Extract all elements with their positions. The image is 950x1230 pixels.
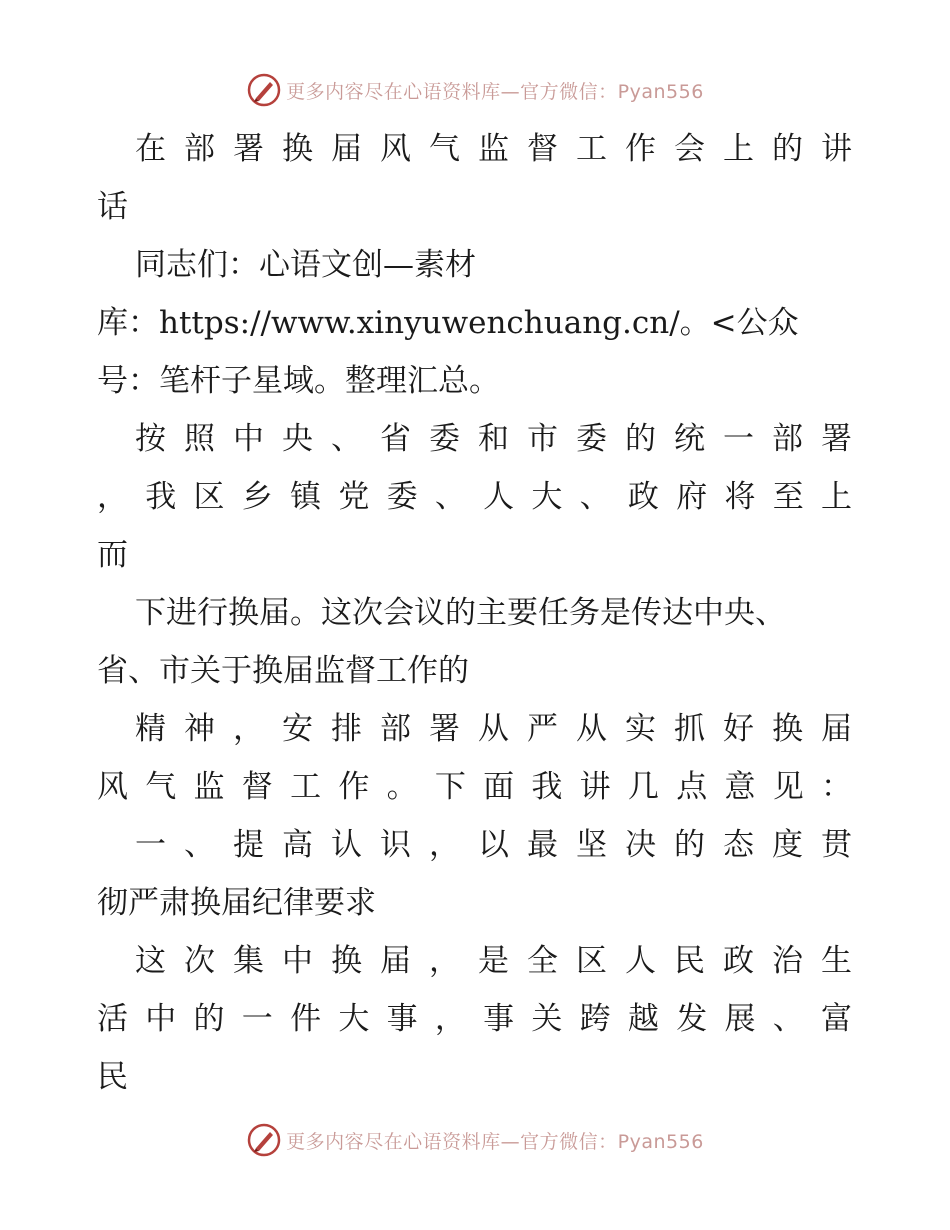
paragraph-line: 风 气 监 督 工 作 。 下 面 我 讲 几 点 意 见 ：: [97, 769, 852, 805]
header-watermark: [0, 70, 950, 110]
paragraph-line: 按 照 中 央 、 省 委 和 市 委 的 统 一 部 署: [135, 421, 852, 457]
section-heading-line: 一 、 提 高 认 识 ， 以 最 坚 决 的 态 度 贯: [135, 827, 852, 863]
document-body: [97, 120, 852, 1106]
paragraph-line: 而: [97, 537, 128, 573]
paragraph-line: 这 次 集 中 换 届 ， 是 全 区 人 民 政 治 生: [135, 943, 852, 979]
paragraph-line: 下进行换届。这次会议的主要任务是传达中央、: [135, 595, 786, 631]
paragraph-line: 民: [97, 1059, 128, 1095]
red-pen-logo-icon: [246, 72, 282, 108]
salutation-line: 同志们：心语文创—素材: [135, 247, 476, 283]
watermark-text: 更多内容尽在心语资料库—官方微信：Pyan556: [286, 80, 704, 103]
paragraph-line: 省、市关于换届监督工作的: [97, 653, 469, 689]
red-pen-logo-icon: [246, 1122, 282, 1158]
paragraph-line: 活 中 的 一 件 大 事 ， 事 关 跨 越 发 展 、 富: [97, 1001, 852, 1037]
watermark-text: 更多内容尽在心语资料库—官方微信：Pyan556: [286, 1130, 704, 1153]
title-line-1: 在 部 署 换 届 风 气 监 督 工 作 会 上 的 讲: [135, 131, 852, 167]
source-line-1: 库：https://www.xinyuwenchuang.cn/。<公众: [97, 305, 799, 341]
title-line-2: 话: [97, 189, 128, 225]
source-line-2: 号：笔杆子星域。整理汇总。: [97, 363, 500, 399]
section-heading-line: 彻严肃换届纪律要求: [97, 885, 376, 921]
footer-watermark: [0, 1120, 950, 1160]
paragraph-line: 精 神 ， 安 排 部 署 从 严 从 实 抓 好 换 届: [135, 711, 852, 747]
paragraph-line: ， 我 区 乡 镇 党 委 、 人 大 、 政 府 将 至 上: [97, 479, 852, 515]
